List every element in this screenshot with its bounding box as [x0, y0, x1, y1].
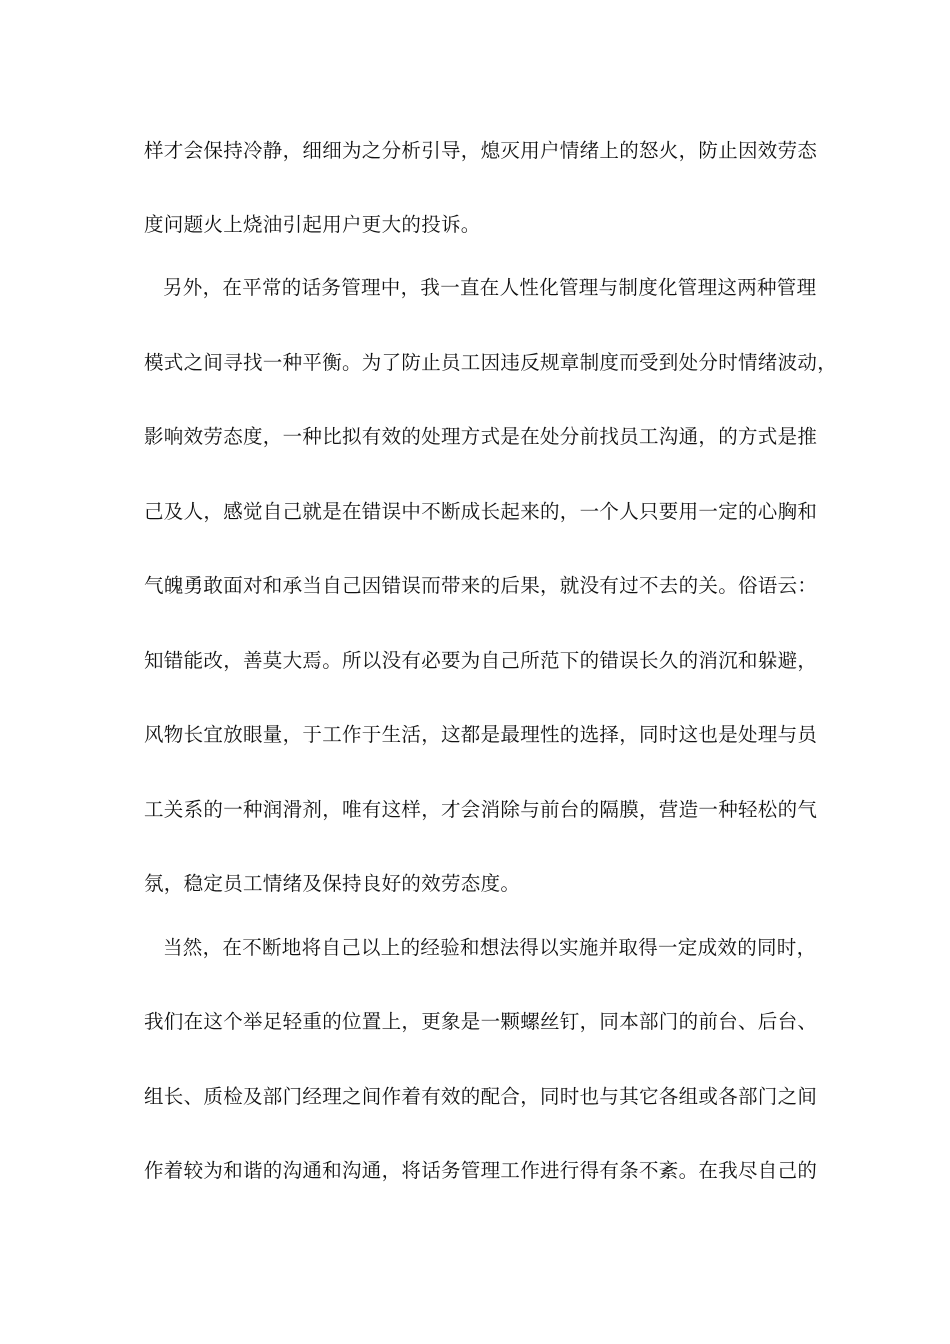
paragraph-start-line: 当然，在不断地将自己以上的经验和想法得以实施并取得一定成效的同时， — [163, 936, 817, 959]
text-line: 己及人，感觉自己就是在错误中不断成长起来的，一个人只要用一定的心胸和 — [144, 500, 818, 523]
text-line: 作着较为和谐的沟通和沟通，将话务管理工作进行得有条不紊。在我尽自己的 — [144, 1159, 818, 1182]
text-line: 工关系的一种润滑剂，唯有这样，才会消除与前台的隔膜，营造一种轻松的气 — [144, 798, 818, 821]
text-line: 我们在这个举足轻重的位置上，更象是一颗螺丝钉，同本部门的前台、后台、 — [144, 1010, 818, 1033]
text-line: 度问题火上烧油引起用户更大的投诉。 — [144, 213, 481, 236]
text-line: 影响效劳态度，一种比拟有效的处理方式是在处分前找员工沟通，的方式是推 — [144, 425, 818, 448]
text-line: 风物长宜放眼量，于工作于生活，这都是最理性的选择，同时这也是处理与员 — [144, 723, 818, 746]
text-line: 气魄勇敢面对和承当自己因错误而带来的后果，就没有过不去的关。俗语云： — [144, 574, 818, 597]
text-line: 组长、质检及部门经理之间作着有效的配合，同时也与其它各组或各部门之间 — [144, 1085, 818, 1108]
text-line: 样才会保持冷静，细细为之分析引导，熄灭用户情绪上的怒火，防止因效劳态 — [144, 139, 818, 162]
paragraph-start-line: 另外，在平常的话务管理中，我一直在人性化管理与制度化管理这两种管理 — [163, 276, 817, 299]
text-line: 模式之间寻找一种平衡。为了防止员工因违反规章制度而受到处分时情绪波动， — [144, 351, 838, 374]
text-line: 氛，稳定员工情绪及保持良好的效劳态度。 — [144, 872, 521, 895]
text-line: 知错能改，善莫大焉。所以没有必要为自己所范下的错误长久的消沉和躲避， — [144, 649, 818, 672]
